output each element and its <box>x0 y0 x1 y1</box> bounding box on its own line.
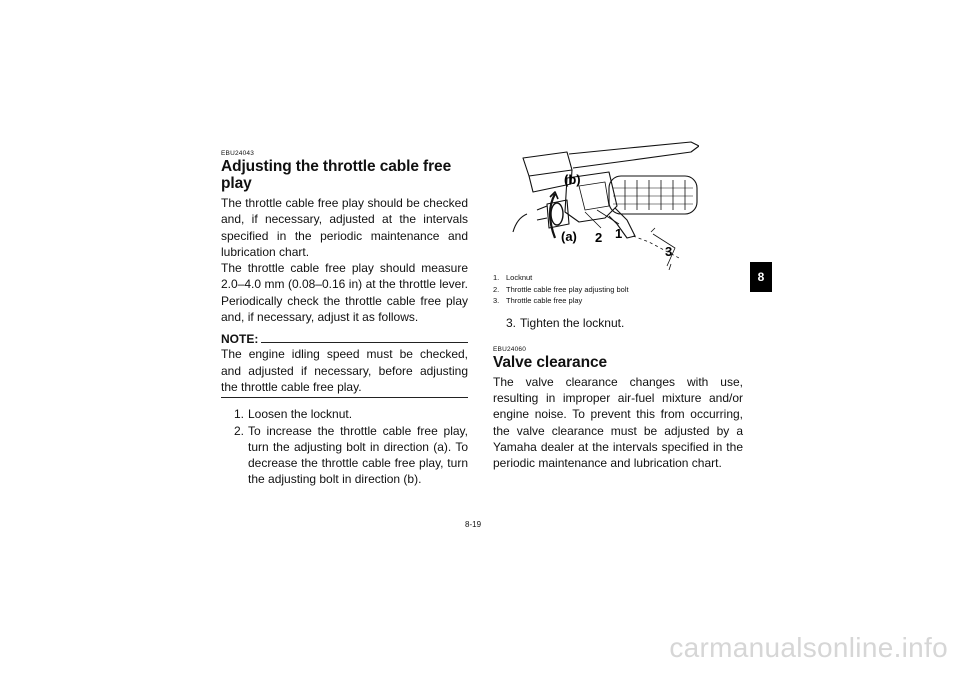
left-column <box>221 150 468 488</box>
section-code: EBU24060 <box>493 345 527 353</box>
step-text: Tighten the locknut. <box>520 315 625 330</box>
section-code: EBU24043 <box>221 150 255 157</box>
label-3: 3 <box>665 244 673 259</box>
paragraph-intro: The throttle cable free play should be checked and, if necessary, adjusted at the intervals specified in the periodic maintenance and lubrication chart. <box>221 196 468 259</box>
throttle-lever-illustration <box>509 140 699 270</box>
section-heading-throttle: Adjusting the throttle cable free play <box>221 158 452 192</box>
caption-text: Locknut <box>506 273 533 282</box>
paragraph-valve: The valve clearance changes with use, resulting in improper air-fuel mixture and/or engine noise. To prevent this from occurring, the valve clearance must be adjusted by a Yamaha dealer at the intervals specified in the periodic maintenance and lubrication chart. <box>493 374 743 471</box>
label-a: (a) <box>561 229 577 244</box>
list-item <box>221 406 468 422</box>
step-number: 2. <box>233 423 244 438</box>
grip-shape <box>609 176 697 214</box>
step-number: 1. <box>233 407 244 422</box>
step-text: To increase the throttle cable free play, turn the adjusting bolt in direction (a). To decrease the throttle cable free play, turn the adjusting bolt in direction (b). <box>248 423 468 487</box>
label-b: (b) <box>564 172 581 187</box>
figure-captions <box>493 272 743 307</box>
caption-item <box>493 284 743 296</box>
caption-number: 1. <box>493 273 500 282</box>
note-text: The engine idling speed must be checked, and adjusted if necessary, before adjusting the throttle cable free play. <box>221 347 468 394</box>
caption-number: 2. <box>493 284 500 294</box>
caption-item <box>493 272 743 284</box>
caption-text: Throttle cable free play <box>506 296 583 305</box>
list-item <box>221 423 468 488</box>
note-end-rule <box>221 397 468 398</box>
note-rule <box>261 342 468 343</box>
watermark: carmanualsonline.info <box>669 632 948 663</box>
right-column <box>493 140 743 472</box>
steps-list <box>221 406 468 487</box>
paragraph-measure: The throttle cable free play should measure 2.0–4.0 mm (0.08–0.16 in) at the throttle lever. Periodically check the throttle cable free play and, if necessary, adjust it as follows. <box>221 261 468 325</box>
caption-number: 3. <box>493 296 500 305</box>
section-heading-valve: Valve clearance <box>493 353 607 371</box>
page-number: 8-19 <box>465 520 482 529</box>
step-text: Loosen the locknut. <box>248 407 353 422</box>
note-label: NOTE: <box>221 332 259 347</box>
note-header <box>221 332 468 346</box>
chapter-tab: 8 <box>750 262 772 292</box>
caption-text: Throttle cable free play adjusting bolt <box>506 284 629 294</box>
throttle-figure <box>509 140 699 270</box>
label-1: 1 <box>615 226 623 241</box>
caption-item <box>493 295 743 307</box>
list-item <box>493 315 743 331</box>
label-2: 2 <box>595 230 603 245</box>
step-number: 3. <box>505 315 516 330</box>
direction-arrow <box>550 194 555 238</box>
